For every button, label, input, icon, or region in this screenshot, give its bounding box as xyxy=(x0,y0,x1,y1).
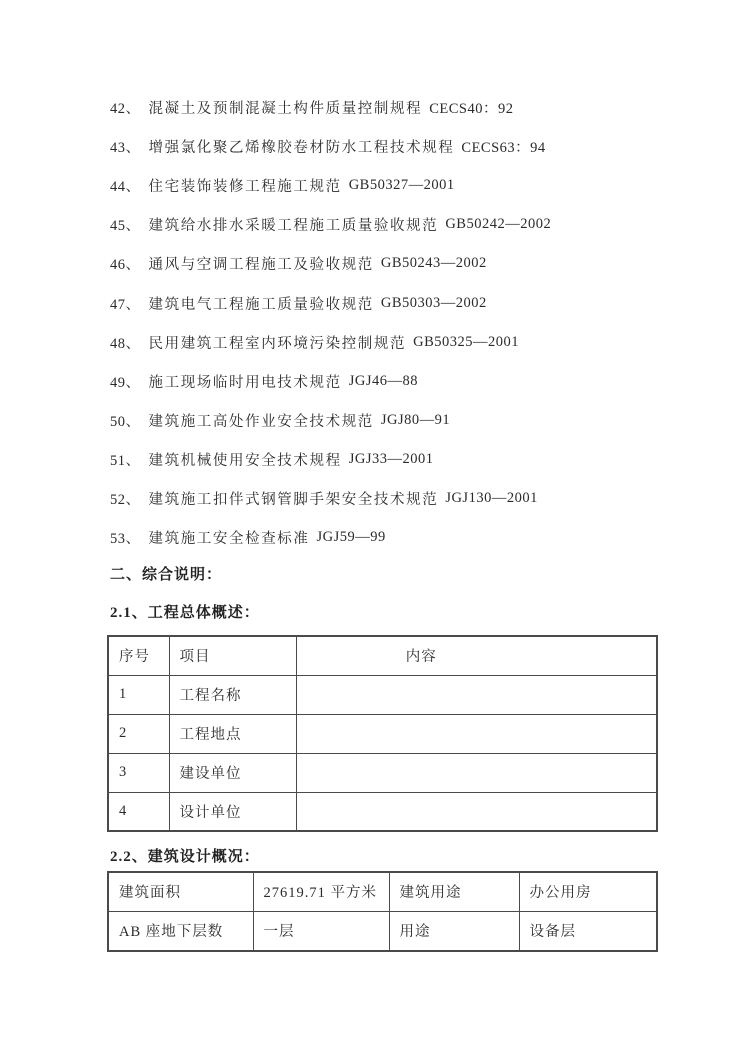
list-item-code: GB50243—2002 xyxy=(380,255,487,272)
list-item-number: 44、 xyxy=(110,179,141,196)
table-row xyxy=(108,911,657,951)
cell-content xyxy=(296,675,657,714)
list-item xyxy=(110,518,551,557)
list-item-number: 51、 xyxy=(110,452,141,469)
list-item-code: JGJ46—88 xyxy=(348,372,418,389)
list-item-code: CECS63：94 xyxy=(461,140,546,157)
list-item xyxy=(110,401,551,440)
list-item xyxy=(110,479,551,518)
list-item-name: 混凝土及预制混凝土构件质量控制规程 xyxy=(148,101,423,118)
list-item-code: GB50325—2001 xyxy=(413,333,520,350)
list-item-name: 增强氯化聚乙烯橡胶卷材防水工程技术规程 xyxy=(148,140,455,157)
list-item-code: JGJ59—99 xyxy=(316,529,386,546)
list-item xyxy=(110,205,551,244)
list-item-number: 49、 xyxy=(110,374,141,391)
list-item-number: 46、 xyxy=(110,257,141,274)
cell-content xyxy=(296,714,657,753)
list-item-number: 43、 xyxy=(110,140,141,157)
cell-item: 工程地点 xyxy=(169,714,296,753)
cell-no: 3 xyxy=(108,753,169,792)
list-item xyxy=(110,283,551,322)
cell-label: 建筑面积 xyxy=(108,872,253,911)
column-header-content: 内容 xyxy=(296,636,657,675)
cell-value: 办公用房 xyxy=(519,872,657,911)
list-item xyxy=(110,166,551,205)
list-item xyxy=(110,323,551,362)
cell-item: 设计单位 xyxy=(169,792,296,831)
list-item xyxy=(110,440,551,479)
list-item-code: JGJ80—91 xyxy=(380,411,451,428)
list-item xyxy=(110,362,551,401)
list-item-name: 建筑施工高处作业安全技术规范 xyxy=(148,413,374,430)
column-header-no: 序号 xyxy=(108,636,169,675)
table-header-row xyxy=(108,636,657,675)
list-item-number: 52、 xyxy=(110,491,141,508)
table-row xyxy=(108,872,657,911)
list-item-name: 通风与空调工程施工及验收规范 xyxy=(148,257,374,274)
list-item-code: CECS40：92 xyxy=(429,101,514,118)
cell-item: 建设单位 xyxy=(169,753,296,792)
cell-no: 4 xyxy=(108,792,169,831)
cell-content xyxy=(296,792,657,831)
list-item-name: 施工现场临时用电技术规范 xyxy=(148,374,342,391)
section-heading-design-overview: 2.2、建筑设计概况： xyxy=(110,849,260,865)
cell-content xyxy=(296,753,657,792)
list-item-number: 50、 xyxy=(110,413,141,430)
cell-label: 建筑用途 xyxy=(389,872,519,911)
building-design-table xyxy=(107,871,658,952)
list-item-number: 42、 xyxy=(110,101,141,118)
cell-value: 27619.71 平方米 xyxy=(253,872,389,911)
table-row xyxy=(108,792,657,831)
list-item-name: 建筑电气工程施工质量验收规范 xyxy=(148,296,374,313)
list-item-code: GB50303—2002 xyxy=(380,294,487,311)
table-row xyxy=(108,753,657,792)
cell-no: 2 xyxy=(108,714,169,753)
list-item-name: 住宅装饰装修工程施工规范 xyxy=(148,179,342,196)
list-item-code: GB50242—2002 xyxy=(445,216,552,233)
list-item-name: 建筑机械使用安全技术规程 xyxy=(148,452,342,469)
list-item-number: 47、 xyxy=(110,296,141,313)
list-item xyxy=(110,244,551,283)
cell-item: 工程名称 xyxy=(169,675,296,714)
standards-list xyxy=(110,88,551,557)
cell-label: AB 座地下层数 xyxy=(108,911,253,951)
list-item-name: 建筑施工安全检查标准 xyxy=(148,531,310,548)
list-item-number: 48、 xyxy=(110,335,141,352)
list-item-code: JGJ33—2001 xyxy=(348,450,434,467)
list-item-code: GB50327—2001 xyxy=(348,177,455,194)
list-item-name: 建筑施工扣伴式钢管脚手架安全技术规范 xyxy=(148,491,439,508)
list-item-code: JGJ130—2001 xyxy=(445,489,538,506)
section-heading-project-overview: 2.1、工程总体概述： xyxy=(110,605,260,621)
section-heading-general-notes: 二、综合说明： xyxy=(110,567,223,583)
list-item-number: 45、 xyxy=(110,218,141,235)
table-row xyxy=(108,675,657,714)
list-item xyxy=(110,88,551,127)
table-row xyxy=(108,714,657,753)
cell-value: 一层 xyxy=(253,911,389,951)
column-header-item: 项目 xyxy=(169,636,296,675)
list-item xyxy=(110,127,551,166)
list-item-name: 民用建筑工程室内环境污染控制规范 xyxy=(148,335,407,352)
cell-no: 1 xyxy=(108,675,169,714)
list-item-number: 53、 xyxy=(110,531,141,548)
cell-value: 设备层 xyxy=(519,911,657,951)
cell-label: 用途 xyxy=(389,911,519,951)
project-overview-table xyxy=(107,635,658,832)
list-item-name: 建筑给水排水采暖工程施工质量验收规范 xyxy=(148,218,439,235)
